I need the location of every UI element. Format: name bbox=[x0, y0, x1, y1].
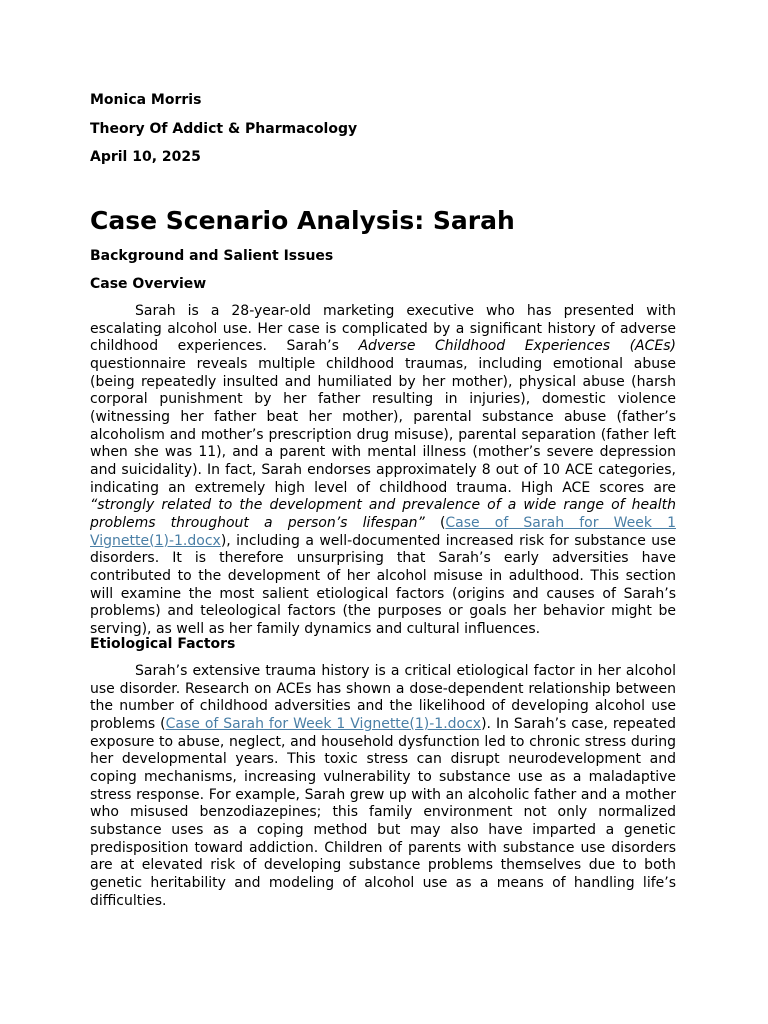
etiological-paragraph bbox=[90, 663, 676, 910]
author-name: Monica Morris bbox=[90, 92, 202, 108]
vignette-link[interactable]: Case of Sarah for Week 1 Vignette(1)-1.docx bbox=[90, 514, 676, 549]
overview-text-4: ), including a well-documented increased risk for substance use disorders. It is therefore unsurprising that Sarah’s early adversities have contributed to the development of her alcohol misuse in adulthood. This section will examine the most salient etiological factors (origins and causes of Sarah’s problems) and teleological factors (the purposes or goals her behavior might be serving), as well as her family dynamics and cultural influences. bbox=[90, 532, 676, 637]
etiological-text-1: Sarah’s extensive trauma history is a critical etiological factor in her alcohol use disorder. Research on ACEs has shown a dose-dependent relationship between the number of childhood adversities and the likelihood of developing alcohol use problems ( bbox=[90, 663, 676, 732]
overview-paragraph bbox=[90, 303, 676, 638]
overview-text-1: Sarah is a 28-year-old marketing executive who has presented with escalating alcohol use. Her case is complicated by a significant history of adverse childhood experiences. Sarah’s bbox=[90, 303, 676, 355]
aces-quote: “strongly related to the development and prevalence of a wide range of health problems throughout a person’s lifespan” bbox=[90, 497, 676, 531]
overview-heading: Case Overview bbox=[90, 276, 207, 292]
vignette-link[interactable]: Case of Sarah for Week 1 Vignette(1)-1.docx bbox=[165, 715, 482, 732]
etiological-heading: Etiological Factors bbox=[90, 636, 236, 652]
page-title: Case Scenario Analysis: Sarah bbox=[90, 206, 515, 235]
document-date: April 10, 2025 bbox=[90, 149, 201, 165]
overview-text-3: ( bbox=[424, 514, 446, 531]
background-heading: Background and Salient Issues bbox=[90, 248, 334, 264]
aces-term: Adverse Childhood Experiences (ACEs) bbox=[358, 338, 676, 355]
etiological-text-2: ). In Sarah’s case, repeated exposure to abuse, neglect, and household dysfunction led to chronic stress during her developmental years. This toxic stress can disrupt neurodevelopment and coping mechanisms, increasing vulnerability to substance use as a maladaptive stress response. For example, Sarah grew up with an alcoholic father and a mother who misused benzodiazepines; this family environment not only normalized substance uses as a coping method but may also have imparted a genetic predisposition toward addiction. Children of parents with substance use disorders are at elevated risk of developing substance problems themselves due to both genetic heritability and modeling of alcohol use as a means of handling life’s difficulties. bbox=[90, 715, 676, 909]
course-name: Theory Of Addict & Pharmacology bbox=[90, 121, 358, 137]
overview-text-2: questionnaire reveals multiple childhood traumas, including emotional abuse (being repeatedly insulted and humiliated by her mother), physical abuse (harsh corporal punishment by her father resulting in injuries), domestic violence (witnessing her father beat her mother), parental substance abuse (father’s alcoholism and mother’s prescription drug misuse), parental separation (father left when she was 11), and a parent with mental illness (mother’s severe depression and suicidality). In fact, Sarah endorses approximately 8 out of 10 ACE categories, indicating an extremely high level of childhood trauma. High ACE scores are bbox=[90, 355, 676, 496]
